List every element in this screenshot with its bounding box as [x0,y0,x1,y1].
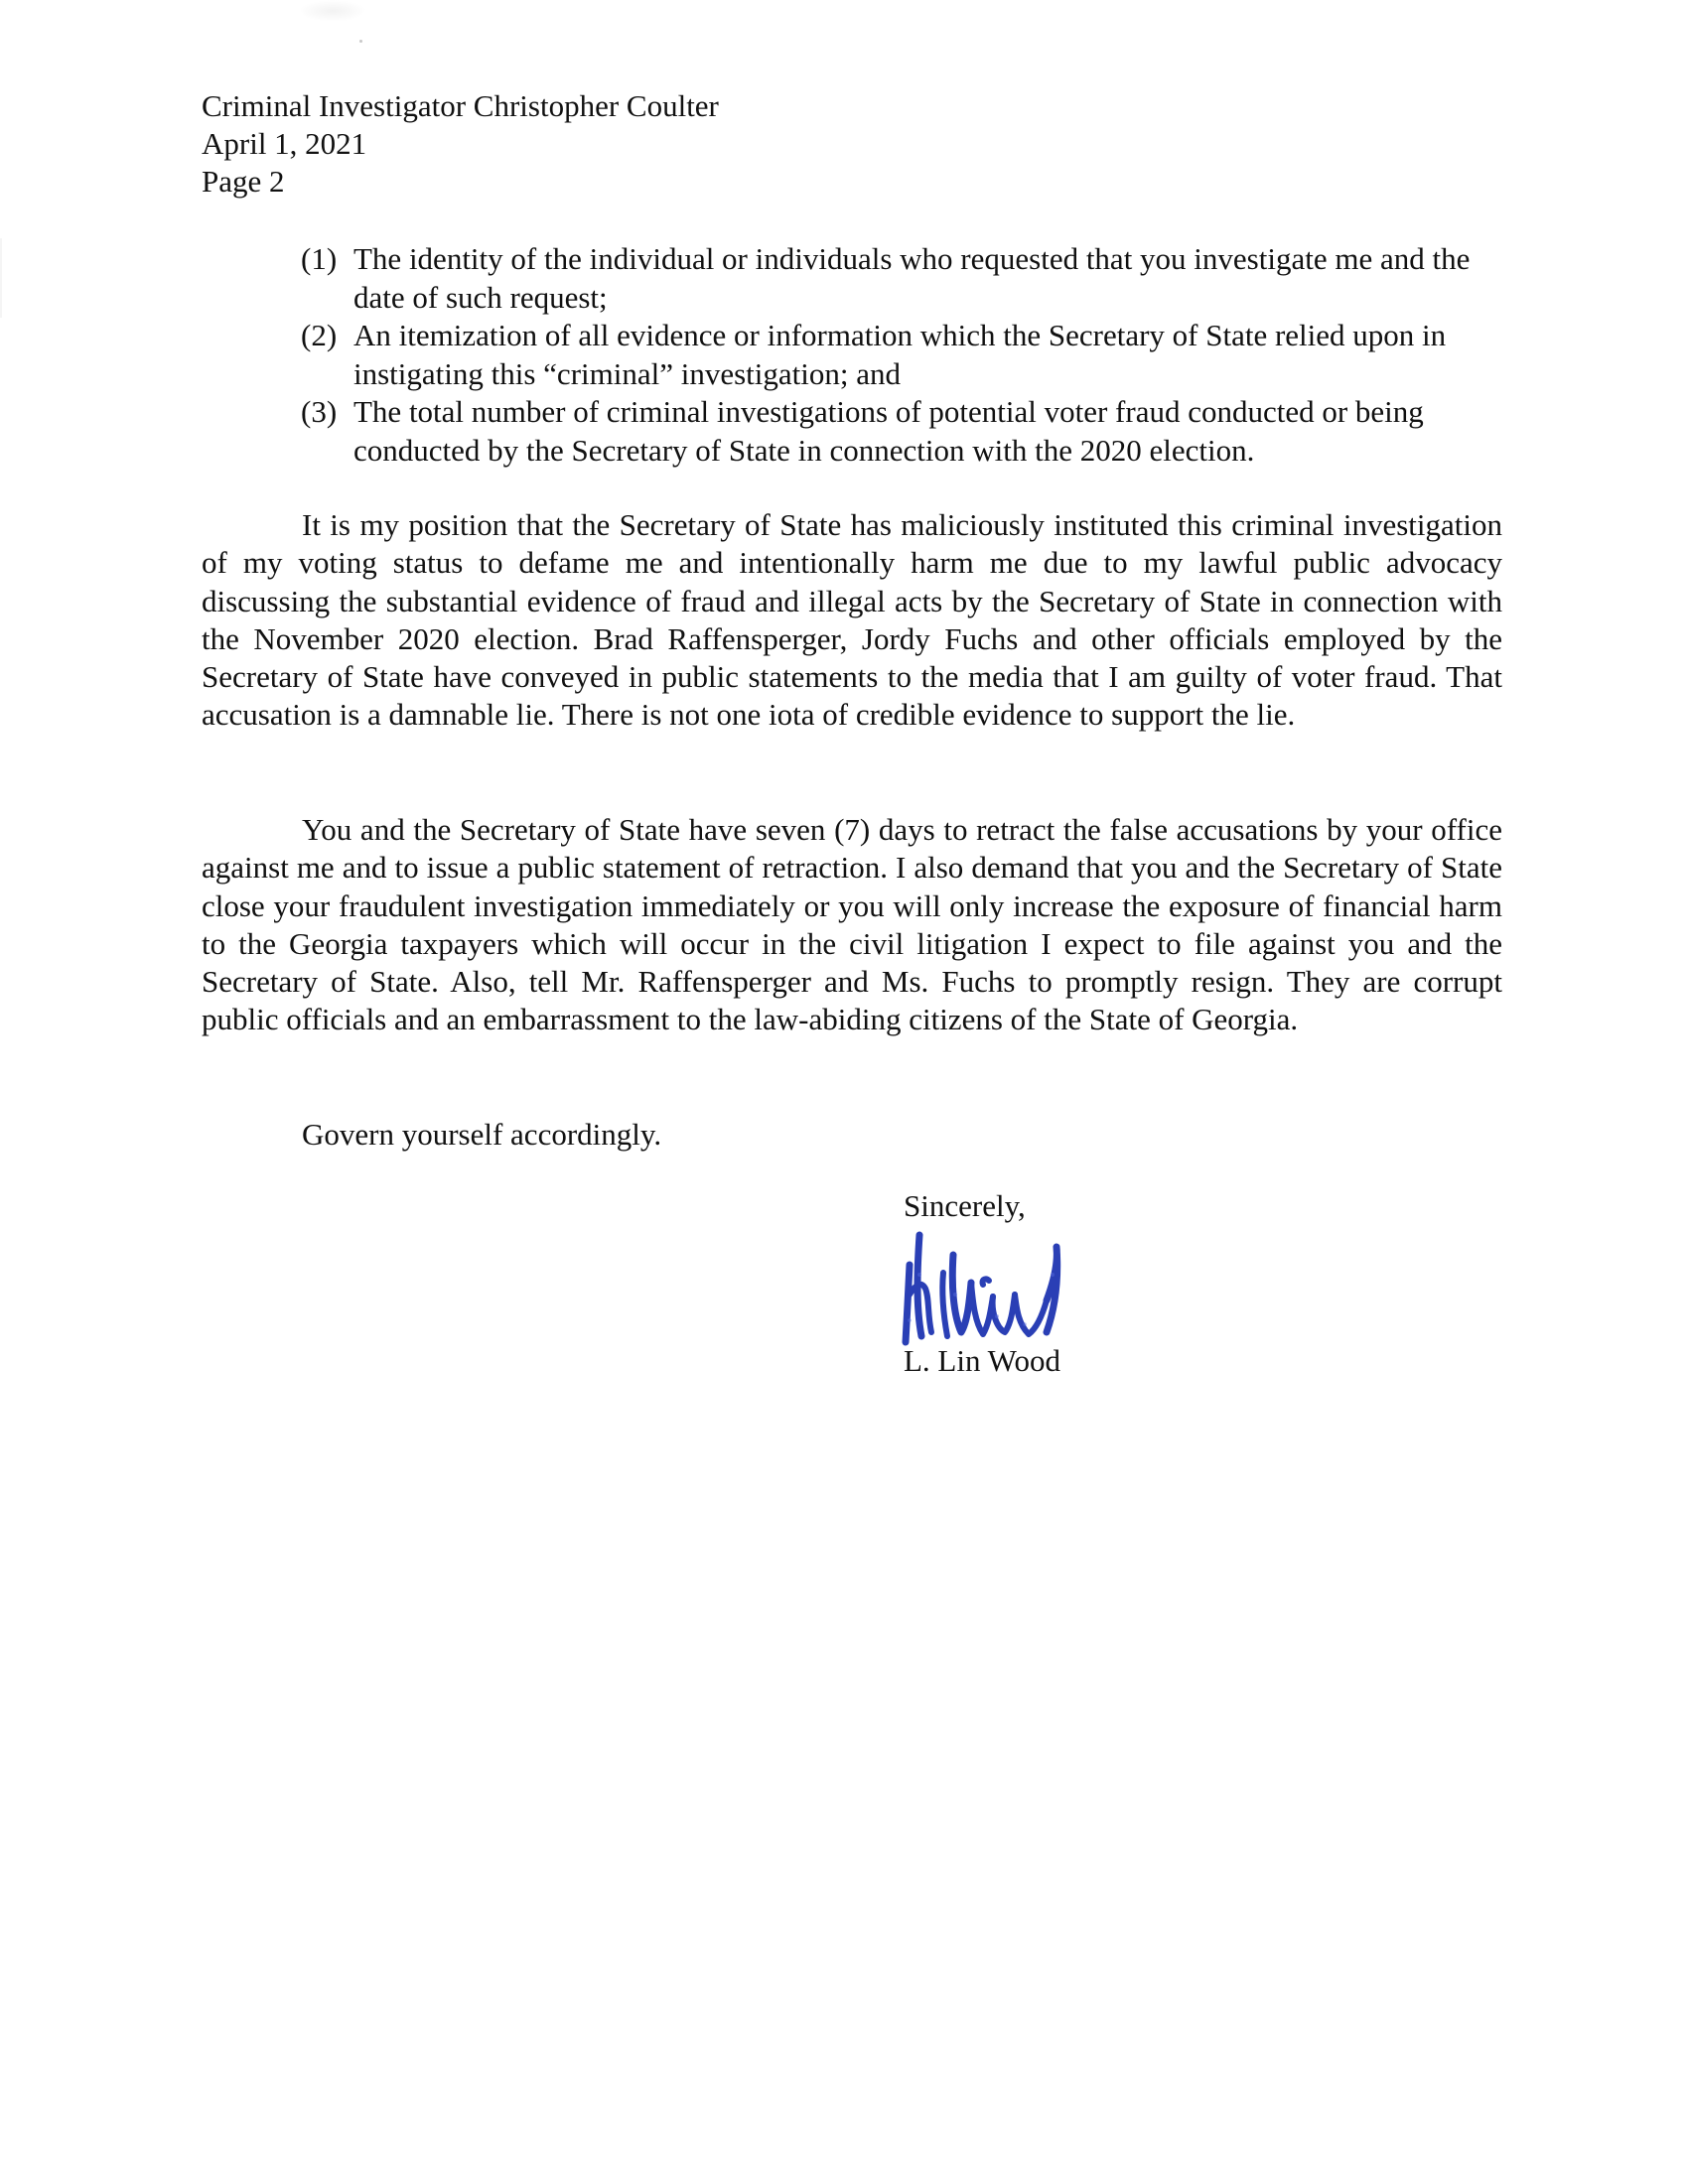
handwritten-signature-icon [898,1225,1096,1352]
scan-edge-shadow [0,238,2,318]
request-number: (2) [301,318,338,352]
request-list [301,240,1502,470]
body-paragraph-position: It is my position that the Secretary of State has maliciously instituted this criminal investigation of my voting status to defame me and intentionally harm me due to my lawful public advocacy discussing the substantial evidence of fraud and illegal acts by the Secretary of State in connection with the November 2020 election. Brad Raffensperger, Jordy Fuchs and other officials employed by the Secretary of State have conveyed in public statements to the media that I am guilty of voter fraud. That accusation is a damnable lie. There is not one iota of credible evidence to support the lie. [202,507,1502,733]
request-item [301,317,1502,393]
signer-name: L. Lin Wood [904,1343,1060,1378]
date-line: April 1, 2021 [202,126,367,161]
request-item [301,240,1502,317]
page-number: Page 2 [202,164,285,199]
request-text: The identity of the individual or individuals who requested that you investigate me and the date of such request; [353,241,1471,315]
signature-block [904,1187,1162,1380]
body-paragraph-demand: You and the Secretary of State have seven (7) days to retract the false accusations by your office against me and to issue a public statement of retraction. I also demand that you and the Secretary of State close your fraudulent investigation immediately or you will only increase the exposure of financial harm to the Georgia taxpayers which will occur in the civil litigation I expect to file against you and the Secretary of State. Also, tell Mr. Raffensperger and Ms. Fuchs to promptly resign. They are corrupt public officials and an embarrassment to the law-abiding citizens of the State of Georgia. [202,812,1502,1037]
request-text: An itemization of all evidence or information which the Secretary of State relied upon in instigating this “criminal” investigation; and [353,318,1447,391]
recipient-line: Criminal Investigator Christopher Coulter [202,88,719,123]
closing-line: Govern yourself accordingly. [302,1117,662,1152]
salutation: Sincerely, [904,1188,1026,1223]
scan-artifact-dot [359,40,362,43]
request-number: (3) [301,394,338,429]
scan-artifact [298,0,367,22]
letter-header [202,87,719,201]
request-item [301,393,1502,470]
request-number: (1) [301,241,338,276]
request-text: The total number of criminal investigations of potential voter fraud conducted or being conducted by the Secretary of State in connection with the 2020 election. [353,394,1424,468]
